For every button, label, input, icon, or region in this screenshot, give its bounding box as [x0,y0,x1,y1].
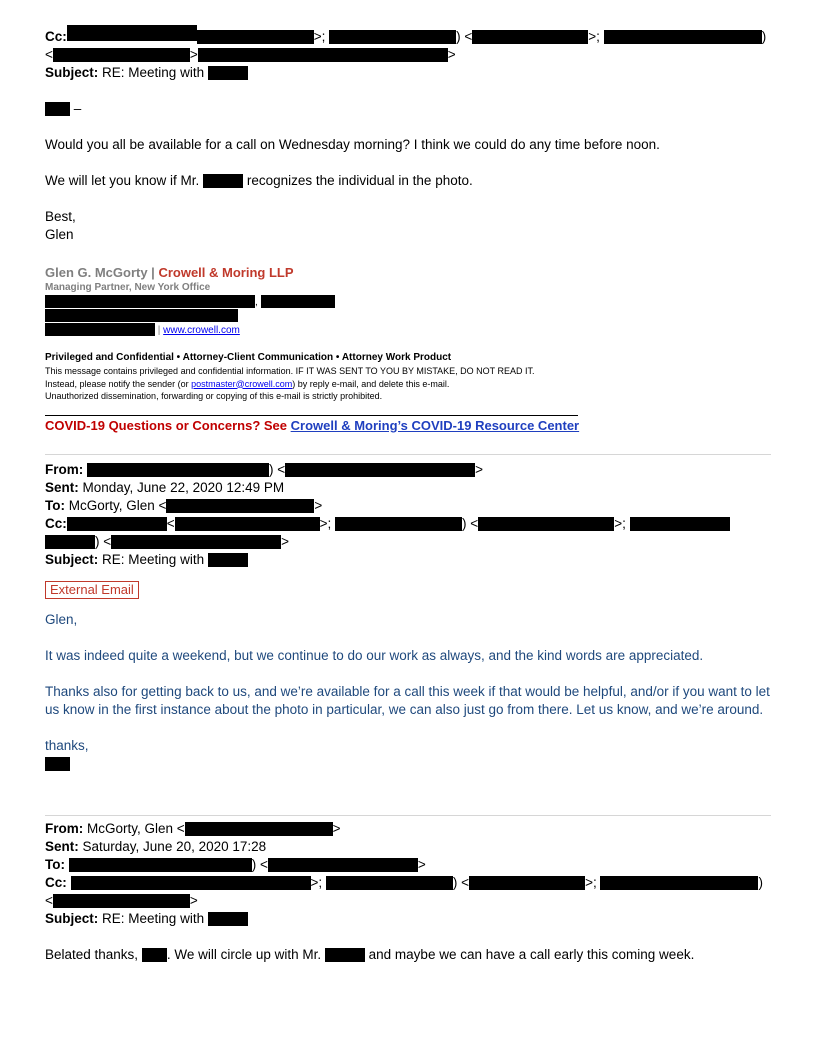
email-thread [45,28,771,964]
signature-block [45,265,771,435]
external-email-badge: External Email [45,581,139,599]
body-text: recognizes the individual in the photo. [246,173,473,188]
redaction [171,876,311,890]
redaction [285,463,475,477]
signature-contact [45,323,771,337]
redaction [208,553,248,567]
redaction [600,876,758,890]
redaction [469,876,585,890]
separator: | [157,325,161,336]
email2-sent-line [45,479,771,497]
redaction [472,30,588,44]
email1-salutation [45,100,771,118]
redaction [71,876,171,890]
email1-cc-line: Cc: >; ) < >; ) [45,28,771,46]
signature-address2 [45,309,771,323]
email3-cc-line: Cc: >; ) < >; ) [45,874,763,890]
email2-body1: It was indeed quite a weekend, but we continue to do our work as always, and the kind words are appreciated. [45,647,704,663]
email2-cc-line2: ) < > [45,533,771,551]
email3-cc-line2: < > [45,892,198,908]
email1-body2 [45,172,771,190]
email1-name: Glen [45,227,74,242]
subject-label: Subject: [45,65,99,80]
redaction [45,295,255,308]
body-text: . We will circle up with Mr. [166,946,322,962]
email2-signoff [45,755,771,773]
cc-label: Cc: [45,515,67,531]
sent-label: Sent: [45,479,79,495]
redaction [198,48,448,62]
email2-cc-line: Cc: < >; ) < >; [45,515,771,533]
notice-line1: This message contains privileged and confidential information. IF IT WAS SENT TO YOU BY MISTAKE, DO NOT READ IT. [45,366,535,376]
redaction [53,48,190,62]
subject-text: RE: Meeting with [102,551,205,567]
subject-label: Subject: [45,910,99,926]
email1-cc-line2: < > > [45,47,456,62]
email3-body [45,946,771,964]
redaction [45,102,70,116]
redaction [197,30,314,44]
divider [45,415,578,416]
covid-resource-link[interactable]: Crowell & Moring’s COVID-19 Resource Center [290,417,580,433]
message-separator [45,815,771,816]
redaction [69,858,252,872]
redaction [185,822,333,836]
notice-line3: Unauthorized dissemination, forwarding or copying of this e-mail is strictly prohibited. [45,391,383,401]
from-text: McGorty, Glen < [87,820,185,836]
email1-body1: Would you all be available for a call on Wednesday morning? I think we could do any time before noon. [45,137,660,152]
redaction [45,309,238,322]
redaction [326,876,453,890]
notice-text: ) by reply e-mail, and delete this e-mail. [292,378,450,389]
cc-label: Cc: [45,29,67,44]
email2-subject-line [45,551,771,569]
dash: – [73,101,82,116]
email2-greeting: Glen, [45,611,78,627]
redaction [45,757,70,771]
external-email-row [45,581,771,599]
notice-text: Instead, please notify the sender (or [45,378,189,389]
email3-to-line: To: ) < > [45,856,426,872]
signature-name-text: Glen G. McGorty | [45,265,155,280]
redaction [630,517,730,531]
subject-text: RE: Meeting with [102,910,205,926]
message-separator [45,454,771,455]
postmaster-link[interactable]: postmaster@crowell.com [191,378,293,389]
subject-text: RE: Meeting with [102,65,205,80]
redaction [175,517,320,531]
cc-label: Cc: [45,874,67,890]
email3-subject-line [45,910,771,928]
redaction [268,858,418,872]
redaction [87,463,269,477]
redaction [45,323,155,336]
signature-title: Managing Partner, New York Office [45,282,211,293]
from-label: From: [45,461,84,477]
website-link[interactable]: www.crowell.com [163,325,240,336]
redaction [45,535,95,549]
notice-line2 [45,378,771,391]
redaction [335,517,462,531]
body-text: and maybe we can have a call early this coming week. [368,946,695,962]
to-text: McGorty, Glen < [68,497,167,513]
redaction [478,517,614,531]
covid-notice [45,417,771,435]
privileged-notice: Privileged and Confidential • Attorney-Client Communication • Attorney Work Product [45,352,452,363]
signature-address: , [45,295,771,309]
email3-from-line: From: McGorty, Glen < > [45,820,341,836]
email2 [45,461,771,773]
redaction [111,535,281,549]
email2-body2: Thanks also for getting back to us, and we’re available for a call this week if that would be helpful, and/or if you want to let us know in the first instance about the photo in particular, we can also just go from there. Let us know, and we’re around. [45,683,770,717]
signature-firm: Crowell & Moring LLP [158,265,294,280]
email2-to-line: To: McGorty, Glen < > [45,497,323,513]
redaction [67,25,197,41]
to-label: To: [45,856,65,872]
redaction [142,948,167,962]
redaction [604,30,762,44]
redaction [53,894,190,908]
sent-label: Sent: [45,838,79,854]
redaction [166,499,314,513]
email1-subject-line [45,64,771,82]
body-text: Belated thanks, [45,946,139,962]
to-label: To: [45,497,65,513]
email3-sent-line [45,838,771,856]
redaction [208,912,248,926]
redaction [329,30,456,44]
redaction [325,948,365,962]
redaction [67,517,167,531]
body-text: We will let you know if Mr. [45,173,200,188]
email2-closing: thanks, [45,737,89,753]
email3 [45,820,771,964]
sent-date: Saturday, June 20, 2020 17:28 [82,838,267,854]
from-label: From: [45,820,84,836]
redaction [261,295,335,308]
email1-closing: Best, [45,209,76,224]
subject-label: Subject: [45,551,99,567]
redaction [203,174,243,188]
email2-from-line: From: ) < > [45,461,484,477]
covid-text: COVID-19 Questions or Concerns? See [45,417,288,433]
sent-date: Monday, June 22, 2020 12:49 PM [82,479,285,495]
redaction [208,66,248,80]
signature-name [45,265,771,281]
